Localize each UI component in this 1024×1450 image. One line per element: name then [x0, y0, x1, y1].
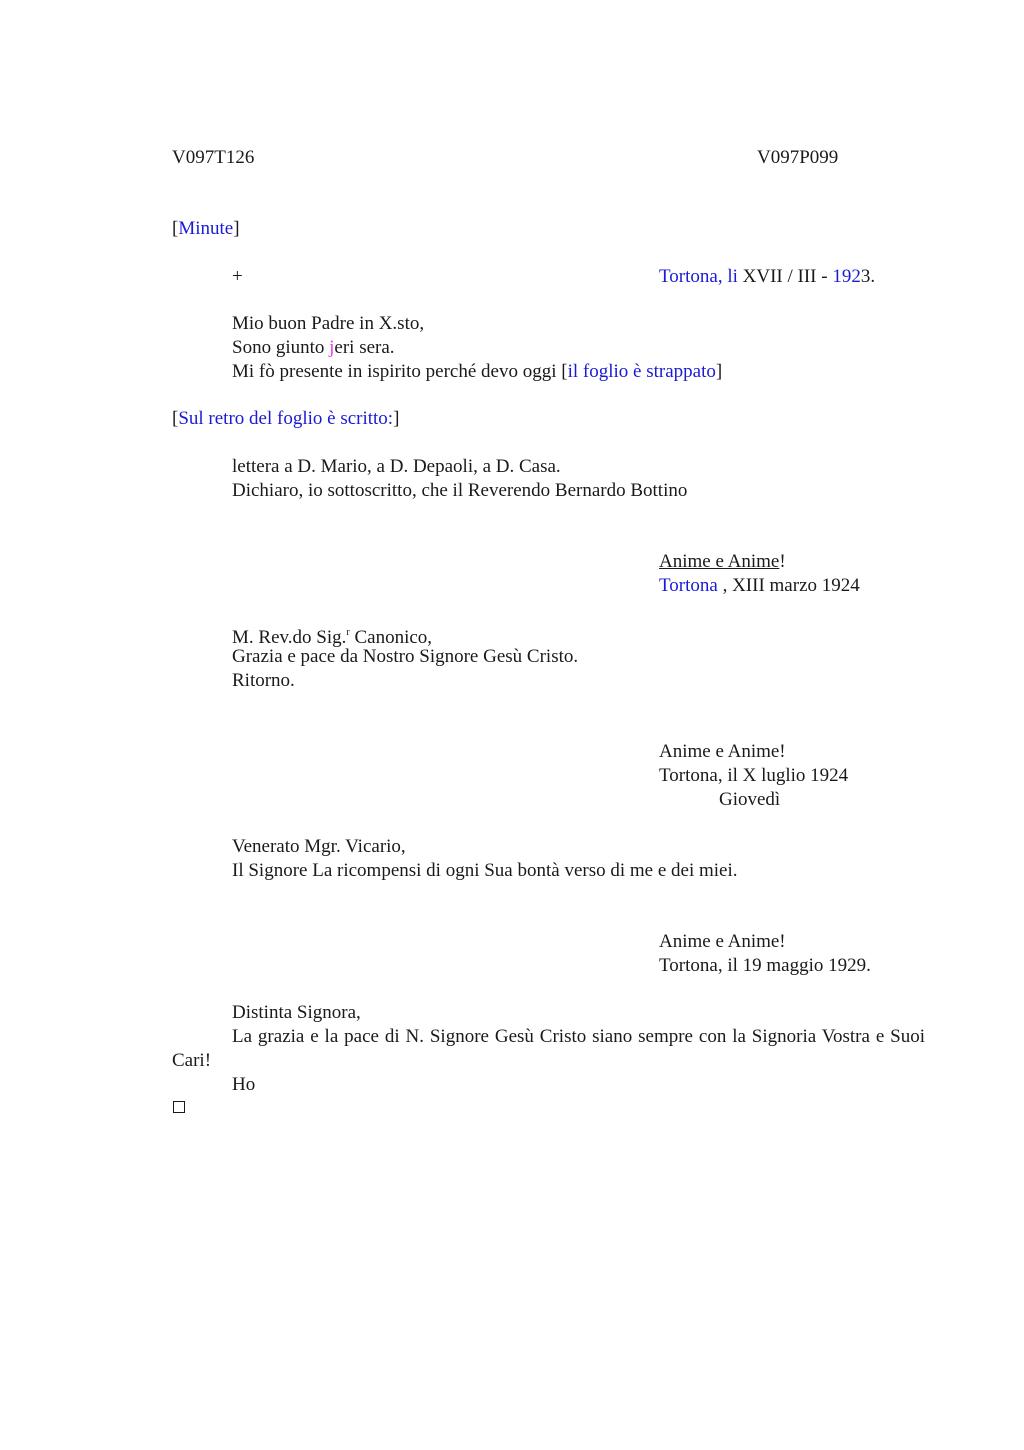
letter1-salutation: Mio buon Padre in X.sto, [232, 313, 425, 334]
letter2-place: Tortona [659, 575, 718, 596]
letter1-line3-note: il foglio è strappato [567, 361, 716, 382]
letter3-motto: Anime e Anime! [659, 741, 786, 762]
letter3-dateline: Tortona, il X luglio 1924 [659, 765, 849, 786]
letter1-line2-b: eri sera. [334, 337, 395, 358]
cross-symbol: + [232, 266, 243, 287]
letter2-salutation-a: M. Rev.do Sig. [232, 627, 347, 648]
retro-note: [Sul retro del foglio è scritto:] [172, 408, 400, 429]
retro-line-1: lettera a D. Mario, a D. Depaoli, a D. Casa. [232, 456, 561, 477]
letter1-line3-text: Mi fò presente in ispirito perché devo oggi [ [232, 361, 568, 382]
letter4-salutation: Distinta Signora, [232, 1002, 361, 1023]
minute-label-text: Minute [178, 218, 234, 239]
letter3-line2: Il Signore La ricompensi di ogni Sua bontà verso di me e dei miei. [232, 860, 738, 881]
header-right-code: V097P099 [757, 147, 839, 168]
retro-line-2: Dichiaro, io sottoscritto, che il Reverendo Bernardo Bottino [232, 480, 688, 501]
header-left-code: V097T126 [172, 147, 255, 168]
letter1-year-suffix: 3. [860, 266, 876, 287]
letter1-line2-a: Sono giunto [232, 337, 330, 358]
retro-note-text: Sul retro del foglio è scritto: [178, 408, 394, 429]
letter1-line2-j: j [329, 337, 335, 358]
letter3-salutation: Venerato Mgr. Vicario, [232, 836, 406, 857]
letter1-year-prefix: 192 [832, 266, 861, 287]
letter2-date: , XIII marzo 1924 [717, 575, 860, 596]
letter4-line3: Ho [232, 1074, 256, 1095]
letter1-line3 [232, 360, 722, 384]
letter2-salutation-sup: r [346, 627, 350, 638]
letter2-line3: Ritorno. [232, 670, 295, 691]
letter4-dateline: Tortona, il 19 maggio 1929. [659, 955, 871, 976]
letter1-dateline [659, 265, 875, 289]
letter2-motto-text: Anime e Anime [659, 551, 780, 572]
letter4-motto: Anime e Anime! [659, 931, 786, 952]
letter2-salutation-b: Canonico, [349, 627, 433, 648]
letter2-motto-end: ! [779, 551, 786, 572]
letter2-line2: Grazia e pace da Nostro Signore Gesù Cristo. [232, 646, 579, 667]
letter1-line2 [232, 336, 395, 360]
letter4-paragraph: La grazia e la pace di N. Signore Gesù Cristo siano sempre con la Signoria Vostra e Suoi Cari! [172, 1026, 925, 1071]
letter2-dateline [659, 574, 860, 598]
letter1-date-roman: XVII / III - [737, 266, 833, 287]
letter1-place: Tortona, li [659, 266, 738, 287]
letter2-motto [659, 550, 786, 574]
letter3-day: Giovedì [719, 789, 781, 810]
minute-label: [Minute] [172, 218, 240, 239]
checkbox-square-icon [173, 1101, 185, 1113]
letter1-line3-end: ] [715, 361, 723, 382]
